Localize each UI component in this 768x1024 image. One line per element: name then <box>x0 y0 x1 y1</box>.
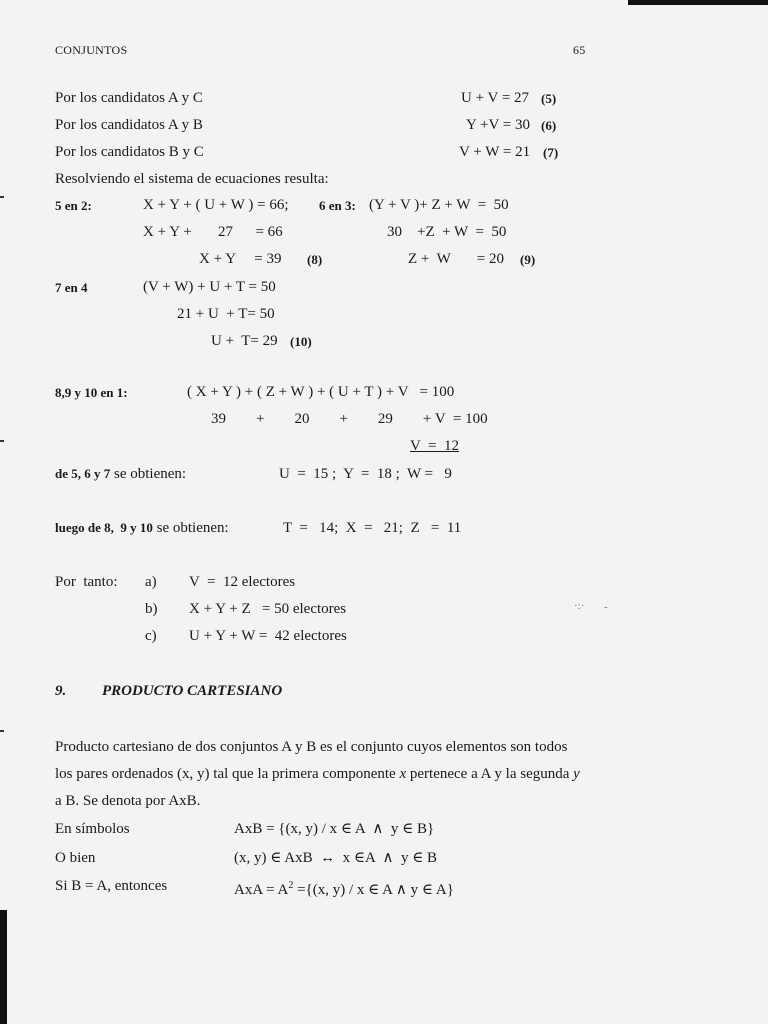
equation: 30 +Z + W = 50 <box>387 224 507 240</box>
result-value: V = 12 <box>410 438 460 454</box>
page-number: 65 <box>573 43 586 57</box>
definition-text: los pares ordenados (x, y) tal que la primera componente <box>55 766 400 782</box>
list-item: U + Y + W = 42 electores <box>189 628 347 644</box>
equation: X + Y + 27 = 66 <box>143 224 283 240</box>
derived-label-bold: de 5, 6 y 7 <box>55 466 111 481</box>
set-expression-part: ={(x, y) / x ∈ A ∧ y ∈ A} <box>293 882 454 898</box>
substitution-label: 8,9 y 10 en 1: <box>55 385 128 400</box>
running-header: CONJUNTOS <box>55 43 128 57</box>
set-expression: (x, y) ∈ AxB ↔ x ∈A ∧ y ∈ B <box>234 850 438 866</box>
definition-line: a B. Se denota por AxB. <box>55 793 201 809</box>
equation-ref: (8) <box>307 252 323 267</box>
equation: ( X + Y ) + ( Z + W ) + ( U + T ) + V = 100 <box>187 384 455 400</box>
equation: U + V = 27 <box>461 90 530 106</box>
set-expression: AxB = {(x, y) / x ∈ A ∧ y ∈ B} <box>234 821 435 837</box>
candidates-label: Por los candidatos B y C <box>55 144 204 160</box>
derived-values: U = 15 ; Y = 18 ; W = 9 <box>279 466 452 482</box>
equation: U + T= 29 <box>211 333 278 349</box>
list-letter: a) <box>145 574 157 590</box>
superscript: 2 <box>288 880 294 891</box>
symbol-label: En símbolos <box>55 821 130 837</box>
variable-x: x <box>399 766 407 782</box>
derived-label-bold: luego de 8, 9 y 10 <box>55 520 153 535</box>
list-item: X + Y + Z = 50 electores <box>189 601 347 617</box>
candidates-label: Por los candidatos A y C <box>55 90 203 106</box>
derived-label-rest: se obtienen: <box>110 466 187 482</box>
scan-border-left <box>0 910 7 1024</box>
margin-mark <box>0 196 4 198</box>
equation: X + Y = 39 <box>199 251 282 267</box>
scan-speck: - <box>604 601 608 613</box>
substitution-label: 6 en 3: <box>319 198 356 213</box>
definition-line: Producto cartesiano de dos conjuntos A y B es el conjunto cuyos elementos son todos <box>55 739 568 755</box>
list-item: V = 12 electores <box>189 574 296 590</box>
derived-label <box>55 465 186 483</box>
definition-text: pertenece a A y la segunda <box>406 766 574 782</box>
equation: 21 + U + T= 50 <box>177 306 275 322</box>
derived-values: T = 14; X = 21; Z = 11 <box>283 520 462 536</box>
candidates-label: Por los candidatos A y B <box>55 117 203 133</box>
scan-border-top <box>628 0 768 5</box>
conclusion-intro: Por tanto: <box>55 574 118 590</box>
resolving-intro: Resolviendo el sistema de ecuaciones resulta: <box>55 171 329 187</box>
section-number: 9. <box>55 683 67 699</box>
equation: 39 + 20 + 29 + V = 100 <box>211 411 488 427</box>
section-title: PRODUCTO CARTESIANO <box>102 683 283 699</box>
margin-mark <box>0 440 4 442</box>
list-letter: b) <box>145 601 158 617</box>
equation-ref: (7) <box>543 145 559 160</box>
equation-ref: (9) <box>520 252 536 267</box>
equation: V + W = 21 <box>459 144 531 160</box>
equation: Y +V = 30 <box>466 117 531 133</box>
scan-speck: ·:· <box>574 600 585 612</box>
margin-mark <box>0 730 4 732</box>
equation: (Y + V )+ Z + W = 50 <box>369 197 509 213</box>
substitution-label: 7 en 4 <box>55 280 88 295</box>
equation: X + Y + ( U + W ) = 66; <box>143 197 289 213</box>
equation-ref: (6) <box>541 118 557 133</box>
equation-ref: (10) <box>290 334 312 349</box>
equation-ref: (5) <box>541 91 557 106</box>
derived-label <box>55 519 229 537</box>
symbol-label: Si B = A, entonces <box>55 878 168 894</box>
list-letter: c) <box>145 628 157 644</box>
equation: Z + W = 20 <box>408 251 504 267</box>
set-expression-part: AxA = A <box>234 882 289 898</box>
variable-y: y <box>573 766 580 782</box>
substitution-label: 5 en 2: <box>55 198 92 213</box>
set-expression <box>234 877 454 899</box>
equation: (V + W) + U + T = 50 <box>143 279 276 295</box>
symbol-label: O bien <box>55 850 96 866</box>
definition-line <box>55 765 580 783</box>
derived-label-rest: se obtienen: <box>152 520 229 536</box>
